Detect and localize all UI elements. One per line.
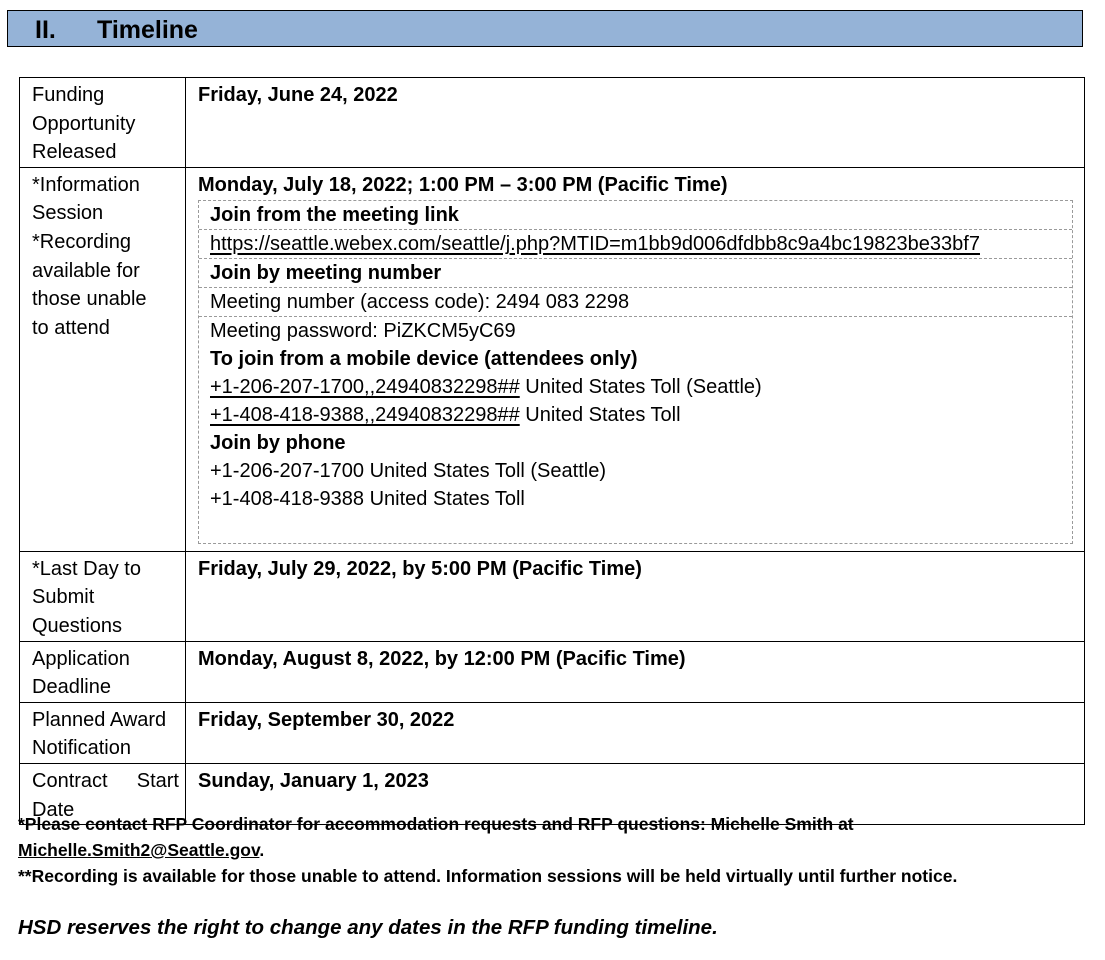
meeting-link-cell	[199, 230, 1072, 259]
section-header	[7, 10, 1083, 47]
meeting-link-heading: Join from the meeting link	[199, 201, 1072, 230]
mobile-link-item: +1-408-418-9388,,24940832298## United States Toll	[210, 404, 681, 427]
row-label: Application Deadline	[20, 641, 186, 702]
row-value: Friday, September 30, 2022	[186, 702, 1085, 763]
coordinator-email-link[interactable]: Michelle.Smith2@Seattle.gov	[18, 840, 260, 860]
timeline-table	[19, 77, 1085, 825]
meeting-details	[198, 200, 1073, 544]
row-value	[186, 167, 1085, 551]
table-row	[20, 78, 1085, 168]
row-label: Contract Start Date	[20, 763, 186, 824]
recording-note: **Recording is available for those unable to attend. Information sessions will be held virtually until further notice.	[18, 866, 958, 886]
table-row	[20, 702, 1085, 763]
footnotes	[18, 811, 1088, 889]
row-value: Friday, June 24, 2022	[186, 78, 1085, 168]
section-number: II.	[35, 16, 56, 44]
phone-heading: Join by phone	[210, 432, 346, 455]
meeting-number: Meeting number (access code): 2494 083 2298	[199, 288, 1072, 317]
session-date: Monday, July 18, 2022; 1:00 PM – 3:00 PM (Pacific Time)	[198, 173, 728, 196]
mobile-heading: To join from a mobile device (attendees only)	[210, 348, 638, 371]
table-row	[20, 551, 1085, 641]
row-label: Funding Opportunity Released	[20, 78, 186, 168]
row-label: *Last Day to Submit Questions	[20, 551, 186, 641]
row-value: Monday, August 8, 2022, by 12:00 PM (Pacific Time)	[186, 641, 1085, 702]
disclaimer: HSD reserves the right to change any dates in the RFP funding timeline.	[18, 916, 718, 939]
row-value: Sunday, January 1, 2023	[186, 763, 1085, 824]
phone-number: +1-408-418-9388 United States Toll	[210, 488, 525, 511]
mobile-link-item: +1-206-207-1700,,24940832298## United States Toll (Seattle)	[210, 376, 762, 399]
meeting-link[interactable]: https://seattle.webex.com/seattle/j.php?MTID=m1bb9d006dfdbb8c9a4bc19823be33bf7	[210, 233, 980, 256]
table-row-information-session	[20, 167, 1085, 551]
meeting-password: Meeting password: PiZKCM5yC69	[210, 320, 516, 343]
row-label: *Information Session *Recording available for those unable to attend	[20, 167, 186, 551]
row-label: Planned Award Notification	[20, 702, 186, 763]
contact-note: *Please contact RFP Coordinator for accommodation requests and RFP questions: Michelle Smith at Michelle.Smith2@Seattle.gov.	[18, 814, 854, 860]
mobile-dial-link[interactable]: +1-408-418-9388,,24940832298##	[210, 404, 520, 427]
meeting-number-heading: Join by meeting number	[199, 259, 1072, 288]
section-title: Timeline	[97, 16, 198, 44]
row-value: Friday, July 29, 2022, by 5:00 PM (Pacific Time)	[186, 551, 1085, 641]
phone-number: +1-206-207-1700 United States Toll (Seattle)	[210, 460, 606, 483]
mobile-dial-link[interactable]: +1-206-207-1700,,24940832298##	[210, 376, 520, 399]
table-row	[20, 641, 1085, 702]
meeting-join-options	[199, 317, 1072, 543]
